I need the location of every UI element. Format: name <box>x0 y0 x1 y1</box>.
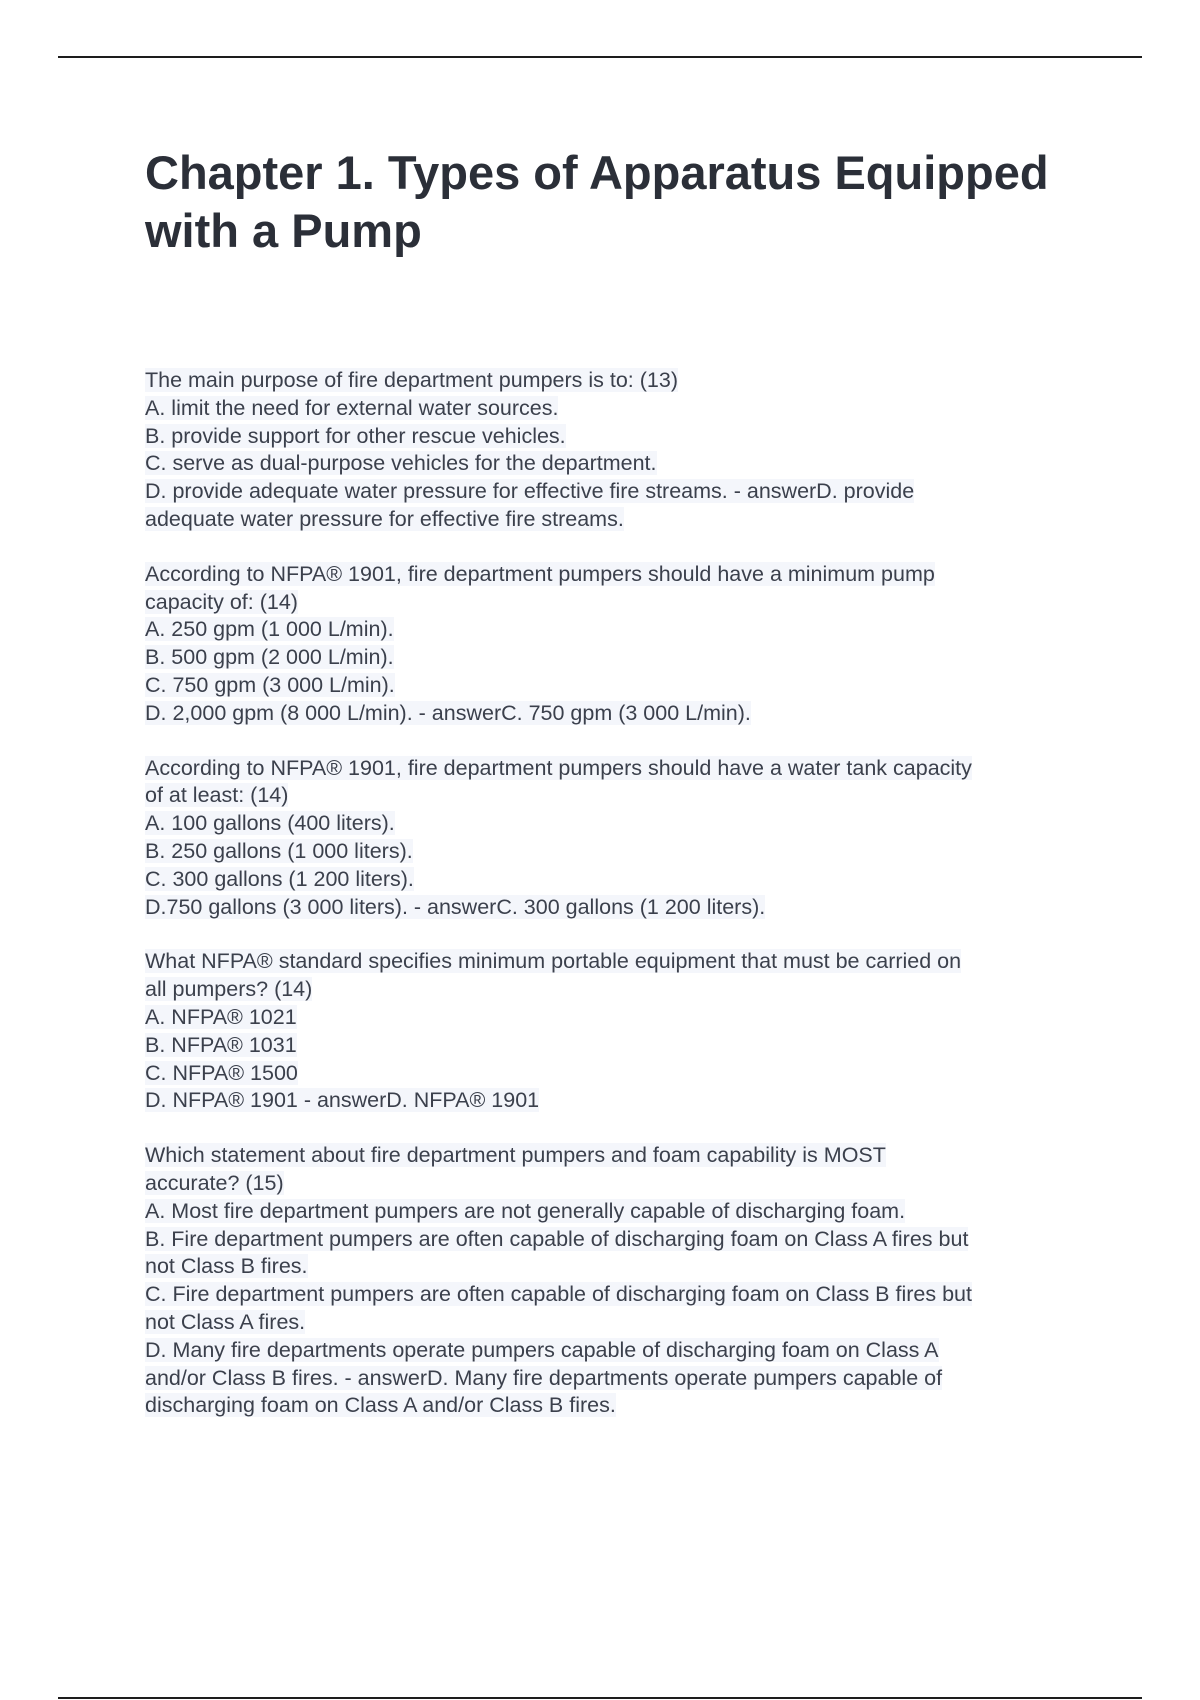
question-line: What NFPA® standard specifies minimum portable equipment that must be carried on <box>145 949 962 974</box>
answer-option: B. 500 gpm (2 000 L/min). <box>145 645 394 670</box>
answer-option: A. 250 gpm (1 000 L/min). <box>145 617 394 642</box>
title-line-1: Chapter 1. Types of Apparatus Equipped <box>145 146 1049 199</box>
question-line: According to NFPA® 1901, fire department pumpers should have a water tank capacity <box>145 755 972 780</box>
answer-continuation: adequate water pressure for effective fire streams. <box>145 506 624 531</box>
answer-option: C. 300 gallons (1 200 liters). <box>145 866 414 891</box>
question-list <box>145 367 1080 1447</box>
answer-option: B. 250 gallons (1 000 liters). <box>145 838 413 863</box>
answer-option: B. provide support for other rescue vehicles. <box>145 423 566 448</box>
question-line: The main purpose of fire department pumpers is to: (13) <box>145 368 678 392</box>
footer-rule <box>58 1697 1142 1699</box>
answer-option: D. 2,000 gpm (8 000 L/min). - answerC. 750 gpm (3 000 L/min). <box>145 700 751 725</box>
question-5 <box>145 1142 1080 1420</box>
question-4 <box>145 948 1080 1115</box>
question-line: Which statement about fire department pumpers and foam capability is MOST <box>145 1143 886 1168</box>
answer-option: D. provide adequate water pressure for effective fire streams. - answerD. provide <box>145 479 915 504</box>
question-line: According to NFPA® 1901, fire department pumpers should have a minimum pump <box>145 561 935 586</box>
answer-option: C. serve as dual-purpose vehicles for the department. <box>145 451 657 476</box>
answer-continuation: not Class A fires. <box>145 1309 306 1334</box>
question-2 <box>145 561 1080 728</box>
question-3 <box>145 755 1080 922</box>
answer-option: C. 750 gpm (3 000 L/min). <box>145 672 395 697</box>
question-1 <box>145 367 1080 534</box>
question-line: all pumpers? (14) <box>145 977 313 1002</box>
answer-option: C. NFPA® 1500 <box>145 1060 298 1085</box>
answer-continuation: and/or Class B fires. - answerD. Many fire departments operate pumpers capable of <box>145 1365 943 1390</box>
header-rule <box>58 56 1142 58</box>
answer-option: D. Many fire departments operate pumpers capable of discharging foam on Class A <box>145 1337 939 1362</box>
answer-option: A. Most fire department pumpers are not generally capable of discharging foam. <box>145 1198 906 1223</box>
answer-option: C. Fire department pumpers are often capable of discharging foam on Class B fires but <box>145 1282 972 1307</box>
answer-option: A. 100 gallons (400 liters). <box>145 811 395 836</box>
answer-option: A. limit the need for external water sources. <box>145 395 559 420</box>
question-line: of at least: (14) <box>145 783 289 808</box>
answer-continuation: discharging foam on Class A and/or Class B fires. <box>145 1393 616 1418</box>
question-line: accurate? (15) <box>145 1170 284 1195</box>
page-title <box>145 144 1105 260</box>
title-line-2: with a Pump <box>145 204 422 257</box>
answer-option: B. Fire department pumpers are often capable of discharging foam on Class A fires but <box>145 1226 969 1251</box>
answer-option: A. NFPA® 1021 <box>145 1004 297 1029</box>
answer-option: D. NFPA® 1901 - answerD. NFPA® 1901 <box>145 1088 540 1113</box>
answer-option: B. NFPA® 1031 <box>145 1032 297 1057</box>
question-line: capacity of: (14) <box>145 589 298 614</box>
answer-option: D.750 gallons (3 000 liters). - answerC. 300 gallons (1 200 liters). <box>145 894 766 919</box>
answer-continuation: not Class B fires. <box>145 1254 308 1279</box>
